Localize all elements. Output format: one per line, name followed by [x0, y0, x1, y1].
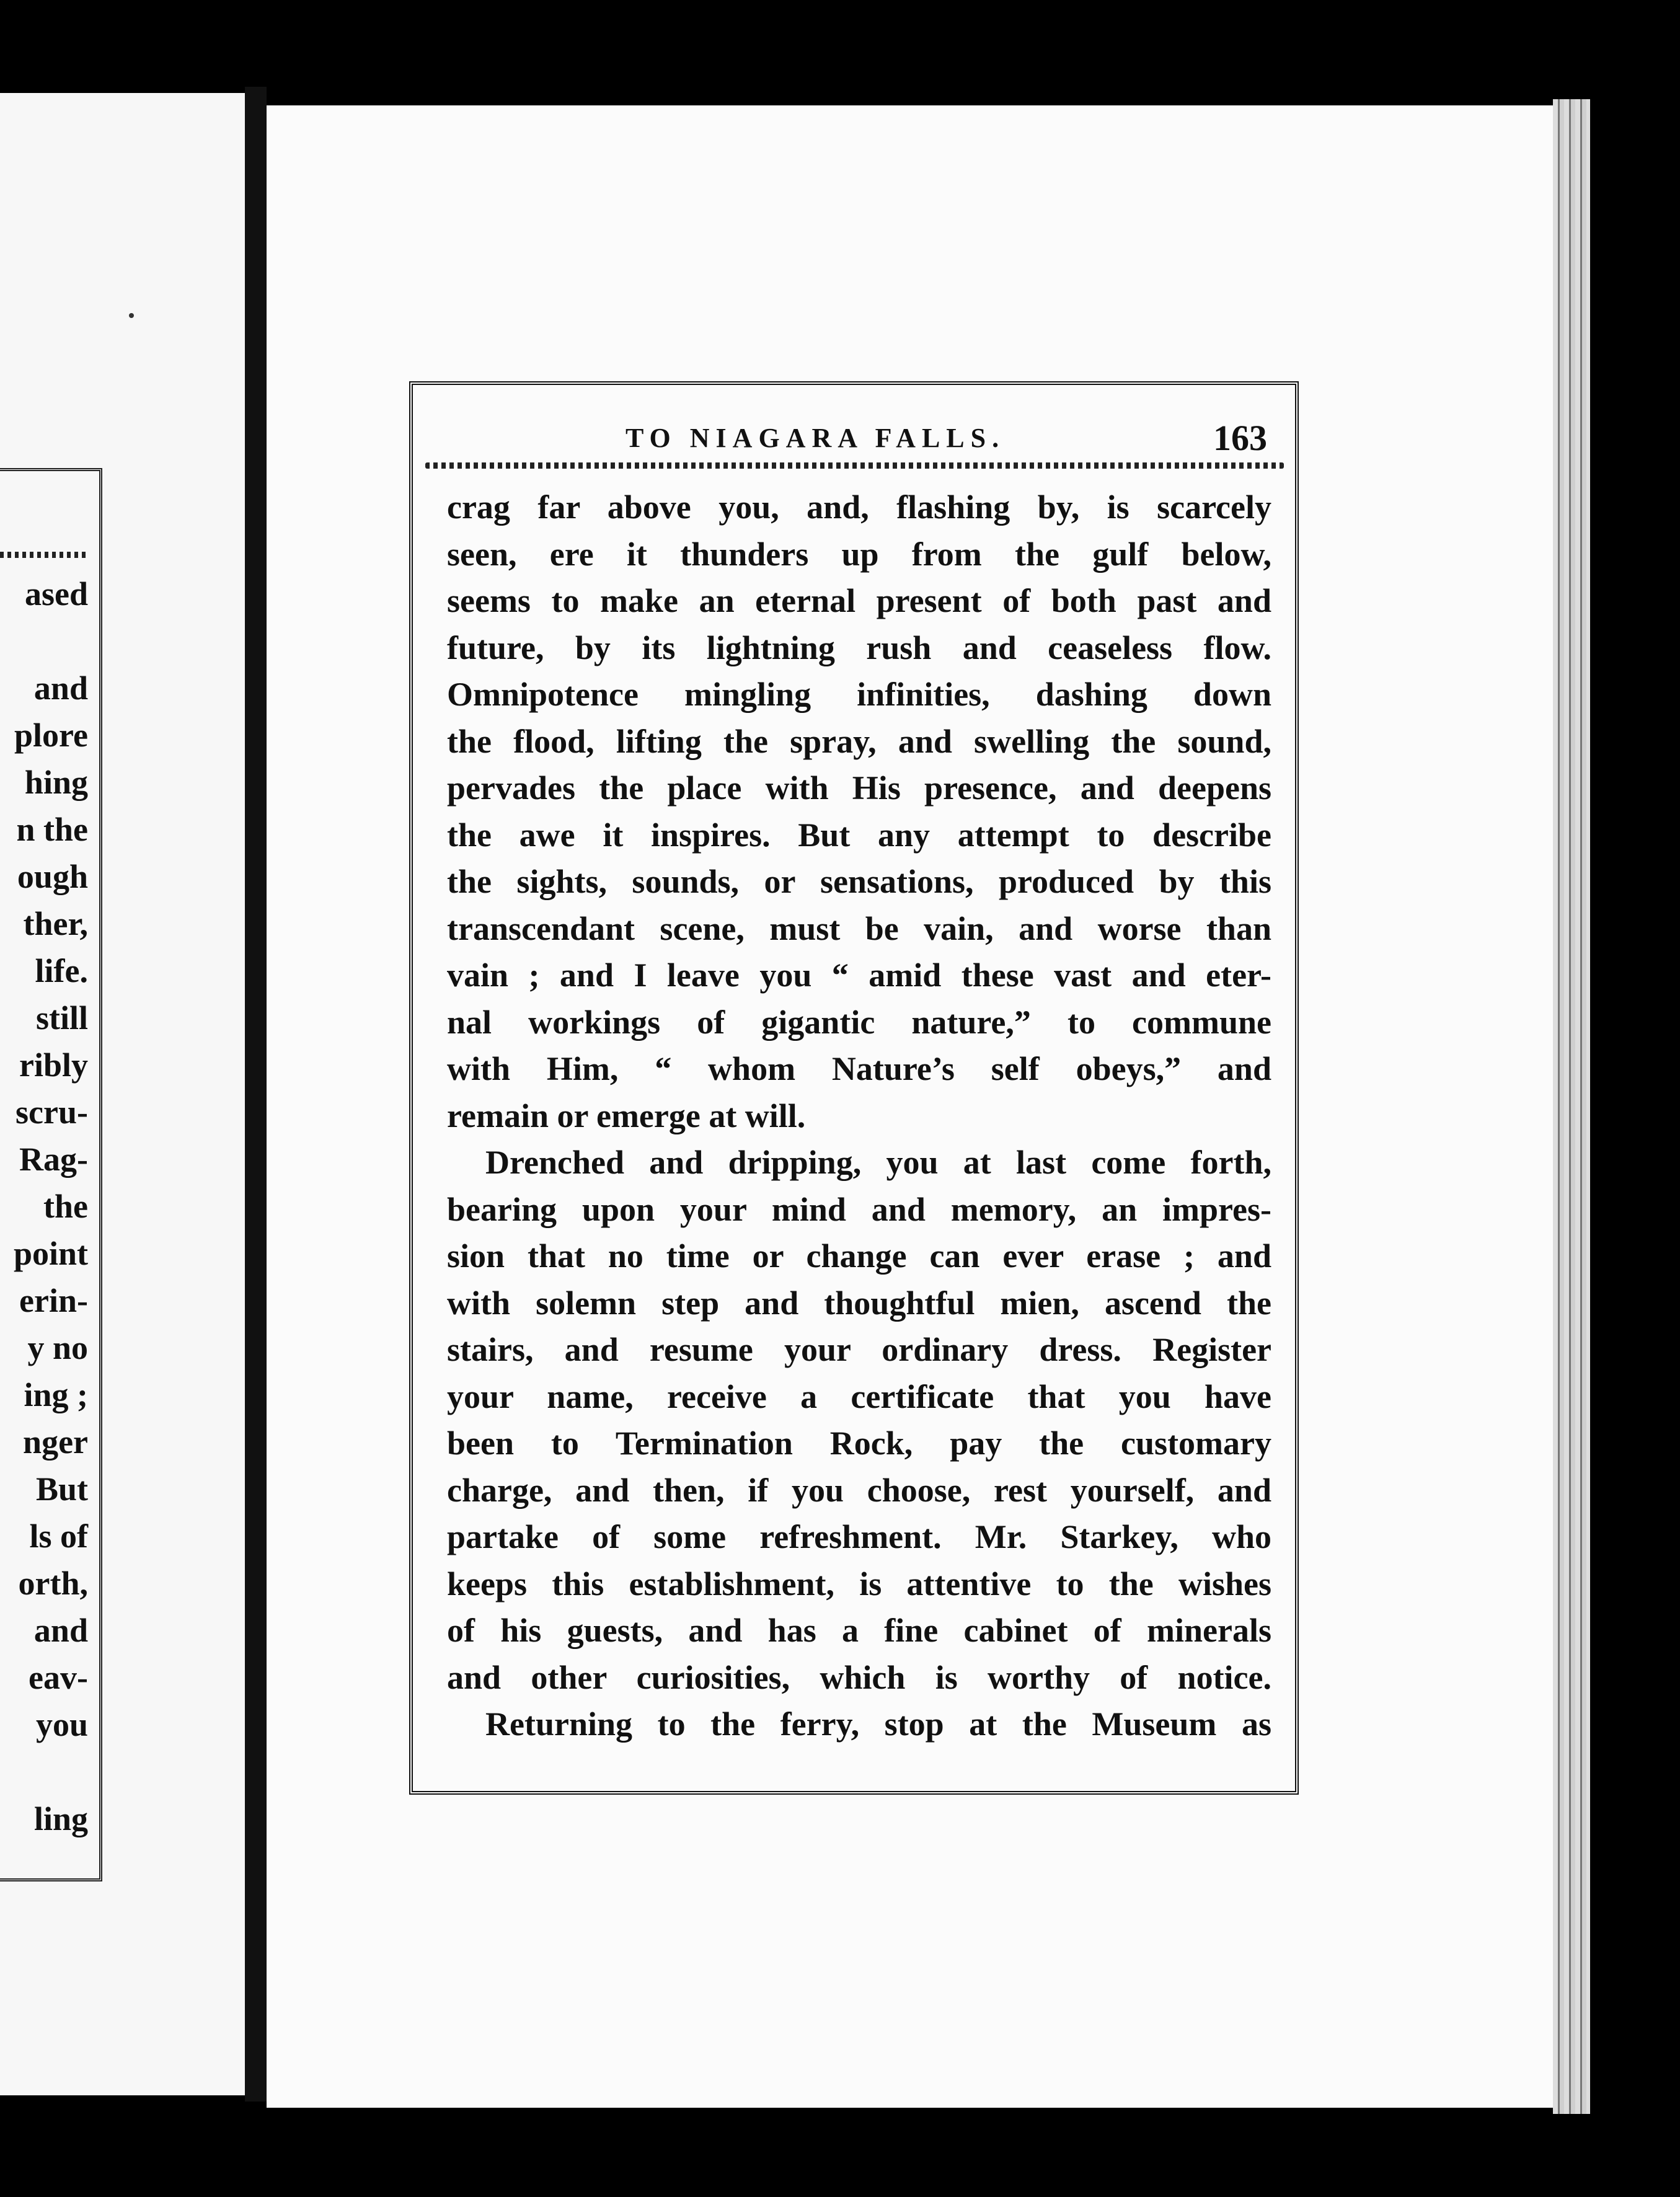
running-head: TO NIAGARA FALLS.	[626, 423, 1006, 453]
text-line: bearing upon your mind and memory, an impres-	[447, 1190, 1271, 1228]
left-line: you	[35, 1706, 88, 1743]
left-line: ough	[17, 858, 88, 895]
left-line: nger	[23, 1423, 88, 1461]
left-line: ribly	[19, 1046, 88, 1084]
left-line: hing	[24, 764, 88, 801]
left-page	[0, 93, 245, 2095]
left-page-text	[14, 570, 88, 1842]
left-page-frame	[0, 468, 102, 1881]
ink-speck	[129, 313, 134, 318]
body-text	[447, 484, 1271, 1748]
text-line: seems to make an eternal present of both past and	[447, 582, 1271, 619]
left-line: n the	[16, 811, 88, 848]
book-gutter	[245, 87, 267, 2102]
text-line: future, by its lightning rush and ceaseless flow.	[447, 629, 1271, 666]
text-line: with solemn step and thoughtful mien, ascend the	[447, 1284, 1271, 1322]
left-line: scru-	[15, 1094, 88, 1131]
left-line: the	[43, 1188, 88, 1225]
left-line: life.	[35, 952, 88, 989]
text-line: vain ; and I leave you “ amid these vast and eter-	[447, 957, 1271, 994]
left-line: Rag-	[19, 1141, 88, 1178]
left-line: erin-	[19, 1282, 88, 1319]
text-line: transcendant scene, must be vain, and worse than	[447, 909, 1271, 947]
left-line: ing ;	[24, 1376, 88, 1413]
wave-rule	[425, 462, 1284, 469]
left-line: ther,	[23, 905, 88, 942]
left-wave-rule	[0, 552, 87, 558]
text-line: Drenched and dripping, you at last come forth,	[485, 1144, 1271, 1181]
text-line: pervades the place with His presence, and deepens	[447, 769, 1271, 807]
page-edges	[1553, 99, 1590, 2114]
text-line: the awe it inspires. But any attempt to describe	[447, 816, 1271, 854]
left-line: ls of	[29, 1518, 88, 1555]
left-line: ased	[24, 575, 88, 612]
left-line: ling	[33, 1800, 88, 1837]
text-line: Omnipotence mingling infinities, dashing down	[447, 676, 1271, 713]
text-line: the flood, lifting the spray, and swelling the sound,	[447, 722, 1271, 760]
text-line: and other curiosities, which is worthy of notice.	[447, 1658, 1271, 1696]
page-number: 163	[1213, 418, 1267, 458]
left-line: eav-	[29, 1659, 88, 1696]
text-line: charge, and then, if you choose, rest yourself, and	[447, 1471, 1271, 1509]
text-line: remain or emerge at will.	[447, 1097, 806, 1134]
left-line: point	[13, 1235, 88, 1272]
left-line: and	[33, 1612, 88, 1649]
text-line: keeps this establishment, is attentive to the wishes	[447, 1565, 1271, 1602]
text-line: Returning to the ferry, stop at the Museum as	[485, 1705, 1271, 1743]
text-line: your name, receive a certificate that you have	[447, 1377, 1271, 1415]
text-line: with Him, “ whom Nature’s self obeys,” and	[447, 1050, 1271, 1087]
text-line: seen, ere it thunders up from the gulf below,	[447, 535, 1271, 573]
text-line: been to Termination Rock, pay the customary	[447, 1425, 1271, 1462]
left-line: still	[35, 999, 88, 1037]
left-line: plore	[14, 717, 88, 754]
left-line: But	[35, 1470, 88, 1508]
page-frame	[409, 381, 1299, 1795]
text-line: crag far above you, and, flashing by, is scarcely	[447, 488, 1271, 526]
left-line: and	[33, 670, 88, 707]
text-line: sion that no time or change can ever erase ; and	[447, 1237, 1271, 1275]
text-line: nal workings of gigantic nature,” to commune	[447, 1003, 1271, 1041]
left-line: orth,	[18, 1565, 88, 1602]
text-line: partake of some refreshment. Mr. Starkey, who	[447, 1518, 1271, 1555]
text-line: of his guests, and has a fine cabinet of minerals	[447, 1612, 1271, 1649]
text-line: stairs, and resume your ordinary dress. Register	[447, 1331, 1271, 1368]
text-line: the sights, sounds, or sensations, produced by this	[447, 863, 1271, 900]
left-line: y no	[27, 1329, 88, 1366]
